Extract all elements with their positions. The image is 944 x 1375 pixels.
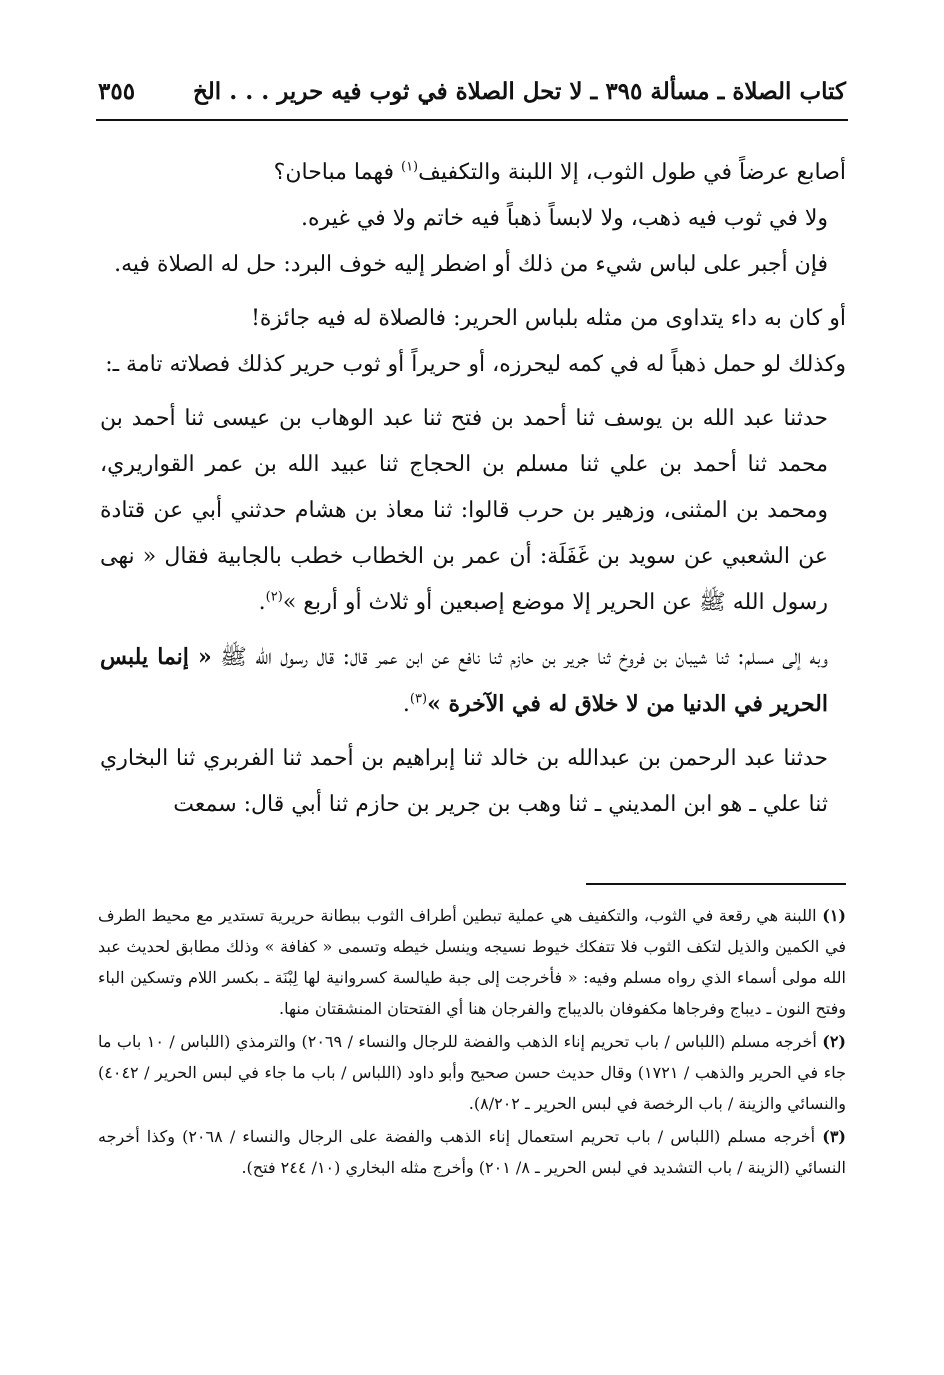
main-text [100, 150, 846, 836]
paragraph-7: وبه إلى مسلم: ثنا شيبان بن فروخ ثنا جرير بن حازم ثنا نافع عن ابن عمر قال: قال رسول الله ﷺ « إنما يلبس الحرير في الدنيا من لا خلاق له في الآخرة »$^{(٣)}$. [100, 644, 828, 717]
footnote-rule [586, 883, 846, 885]
footnote-2 [98, 1026, 846, 1119]
footnote-number: (١) [822, 906, 846, 925]
footnote-text: اللبنة هي رقعة في الثوب، والتكفيف هي عملية تبطين أطراف الثوب ببطانة حريرية تستدير مع محيط الطرف في الكمين والذيل لتكف الثوب فلا تتفكك خيوط نسيجه وينسل خيطه وتسمى « كفافة » وذلك مطابق لحديث عبد الله مولى أسماء الذي رواه مسلم وفيه: « فأخرجت إلى جبة طيالسة كسروانية لها لِبْنَة ـ بكسر اللام وتسكين الباء وفتح النون ـ ديباج وفرجاها مكفوفان بالديباج والفرجان هنا أي الفتحتان المنشقتان منها. [98, 906, 846, 1018]
paragraph-6: حدثنا عبد الله بن يوسف ثنا أحمد بن فتح ثنا عبد الوهاب بن عيسى ثنا أحمد بن محمد ثنا أحمد بن علي ثنا مسلم بن الحجاج ثنا عبيد الله بن عمر القواريري، ومحمد بن المثنى، وزهير بن حرب قالوا: ثنا معاذ بن هشام حدثني أبي عن قتادة عن الشعبي عن سويد بن غَفَلَة: أن عمر بن الخطاب خطب بالجابية فقال « نهى رسول الله ﷺ عن الحرير إلا موضع إصبعين أو ثلاث أو أربع »$^{(٢)}$. [100, 406, 828, 615]
footnote-ref-2: (٢) [265, 589, 283, 605]
paragraph-2: ولا في ثوب فيه ذهب، ولا لابساً ذهباً فيه خاتم ولا في غيره. [301, 206, 828, 231]
header-rule [96, 119, 848, 121]
footnote-text: أخرجه مسلم (اللباس / باب تحريم إناء الذهب والفضة للرجال والنساء / ٢٠٦٩) والترمذي (اللباس / ١٠ باب ما جاء في الحرير والذهب / ١٧٢١) وقال حديث حسن صحيح وأبو داود (اللباس / باب ما جاء في لبس الحرير / ٤٠٤٢) والنسائي والزينة / باب الرخصة في لبس الحرير ـ ٨/٢٠٢). [98, 1032, 847, 1113]
footnote-text: أخرجه مسلم (اللباس / باب تحريم استعمال إناء الذهب والفضة على الرجال والنساء / ٢٠٦٨) وكذا أخرجه النسائي (الزينة / باب التشديد في لبس الحرير ـ ٨/ ٢٠١) وأخرج مثله البخاري (١٠/ ٢٤٤ فتح). [98, 1127, 846, 1177]
footnote-ref-3: (٣) [409, 691, 428, 707]
paragraph-5: وكذلك لو حمل ذهباً له في كمه ليحرزه، أو حريراً أو ثوب حرير كذلك فصلاته تامة ـ: [105, 352, 846, 377]
footnote-1 [98, 900, 846, 1024]
footnote-ref-1: (١) [400, 159, 419, 175]
paragraph-3: فإن أجبر على لباس شيء من ذلك أو اضطر إليه خوف البرد: حل له الصلاة فيه. [114, 252, 828, 277]
page-header [98, 74, 846, 114]
footnote-number: (٣) [822, 1127, 846, 1146]
paragraph-1: أصابع عرضاً في طول الثوب، إلا اللبنة والتكفيف$^{(١)}$ فهما مباحان؟ [273, 159, 846, 185]
page-number: ٣٥٥ [98, 78, 136, 105]
running-title: كتاب الصلاة ـ مسألة ٣٩٥ ـ لا تحل الصلاة في ثوب فيه حرير . . . الخ [192, 78, 846, 105]
footnotes [98, 900, 846, 1185]
paragraph-8: حدثنا عبد الرحمن بن عبدالله بن خالد ثنا إبراهيم بن أحمد ثنا الفربري ثنا البخاري ثنا علي ـ هو ابن المديني ـ ثنا وهب بن جرير بن حازم ثنا أبي قال: سمعت [100, 746, 828, 817]
paragraph-4: أو كان به داء يتداوى من مثله بلباس الحرير: فالصلاة له فيه جائزة! [251, 306, 846, 331]
footnote-3 [98, 1121, 846, 1183]
footnote-number: (٢) [822, 1032, 846, 1051]
hadith-quote: « إنما يلبس الحرير في الدنيا من لا خلاق له في الآخرة » [100, 644, 828, 717]
